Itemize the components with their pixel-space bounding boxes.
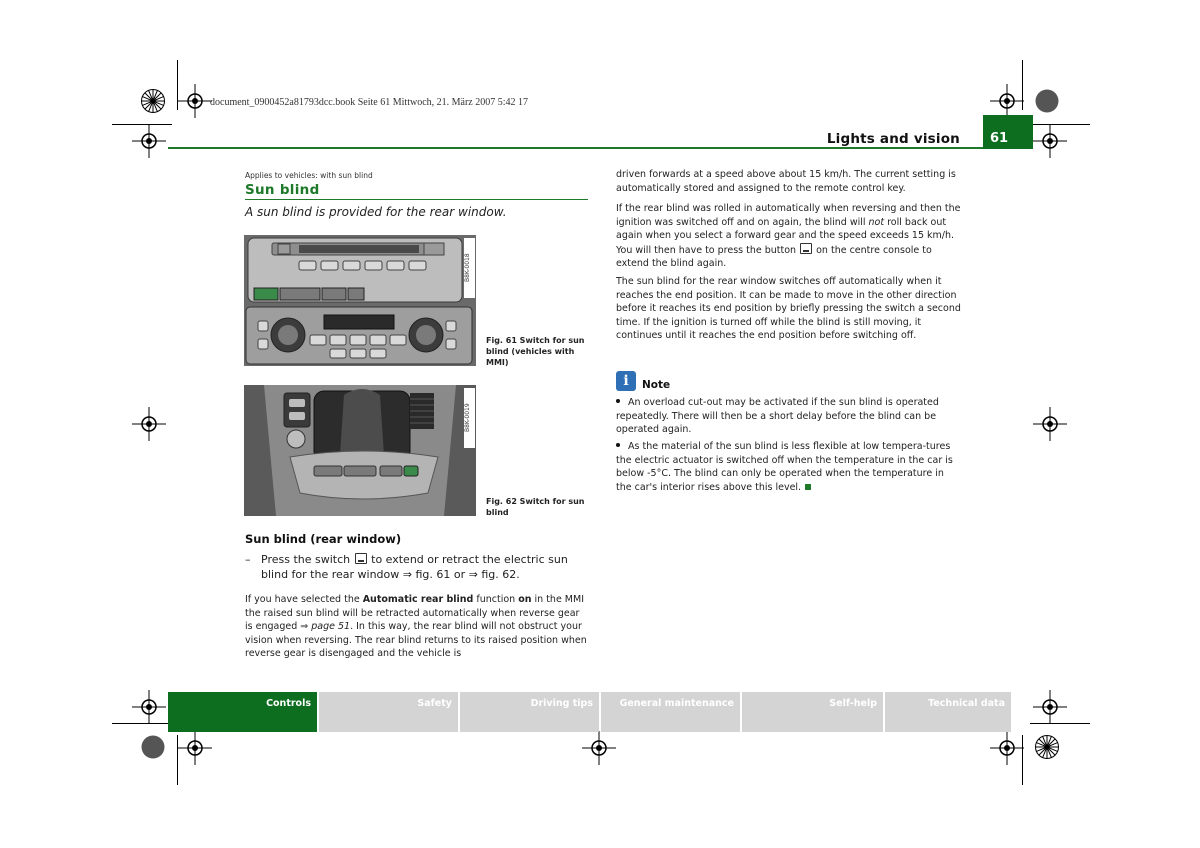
page-number: 61 [990,131,1009,146]
sun-blind-switch-icon [355,553,367,564]
sun-blind-button-icon [800,243,812,254]
subheading: Sun blind (rear window) [245,532,402,546]
para-italic-not: not [868,216,885,228]
tab-driving-tips[interactable] [460,692,599,732]
figure-61 [244,235,476,366]
registration-mark-icon [132,690,166,724]
registration-mark-icon [1033,690,1067,724]
gear-console-illustration [244,385,476,516]
step-dash: – [245,553,251,566]
registration-mark-icon [990,731,1024,765]
lead-text: A sun blind is provided for the rear window. [245,205,507,219]
registration-mark-icon [990,84,1024,118]
step-text-start: Press the switch [261,553,351,566]
para-text: If you have selected the [245,594,363,605]
right-paragraph-2 [616,202,961,271]
grey-target-icon [1035,89,1059,113]
center-console-mmi-illustration [244,235,476,366]
para-text: on the centre console to extend the blind again. [616,244,932,270]
automatic-blind-paragraph [245,593,590,661]
figure-61-caption: Fig. 61 Switch for sun blind (vehicles with MMI) [486,336,585,367]
para-bold-setting: Automatic rear blind [362,594,474,605]
figure-code: B8K-0018 [464,238,475,298]
file-info-line: document_0900452a81793dcc.book Seite 61 Mittwoch, 21. März 2007 5:42 17 [210,97,529,108]
note-text: As the material of the sun blind is less flexible at low tempera-tures the electric actuator is switched off when the temperature in the car is below -5°C. The blind can only be operated when the temperature in the car's interior rises above this level. [616,441,953,493]
registration-mark-icon [132,407,166,441]
tab-self-help[interactable] [742,692,883,732]
page-number-box [983,115,1033,149]
star-target-icon [1035,735,1059,759]
note-text: An overload cut-out may be activated if the sun blind is operated repeatedly. There will then be a short delay before the blind can be operated again. [616,397,939,436]
note-bullet-2 [616,440,961,494]
para-text: function [473,594,519,605]
section-rule [245,199,588,200]
registration-mark-icon [1033,124,1067,158]
tab-label: Self-help [829,698,877,709]
end-of-section-icon [805,484,811,490]
star-target-icon [141,89,165,113]
bullet-dot-icon [616,443,620,447]
figure-62-caption: Fig. 62 Switch for sun blind [486,497,585,517]
note-title: Note [642,379,671,391]
right-paragraph-1: driven forwards at a speed above about 15 km/h. The current setting is automatically stored and assigned to the remote control key. [616,169,956,194]
page-title: Lights and vision [826,131,960,147]
grey-target-icon [141,735,165,759]
bullet-dot-icon [616,399,620,403]
header-rule [168,147,983,149]
step-text-end: to extend or retract the electric sun blind for the rear window ⇒ fig. 61 or ⇒ fig. 62. [261,553,568,581]
page-reference-link[interactable]: page 51 [311,621,351,633]
para-text: . In this way, the rear blind will not obstruct your vision when reversing. The rear blind returns to its raised position when reverse gear is disengaged and the vehicle is [245,621,587,660]
tab-label: Safety [417,698,452,709]
para-text: roll back out again when you select a forward gear and the speed exceeds 15 km/h. You will then have to press the button [616,216,955,256]
section-title: Sun blind [245,182,320,198]
para-text: in the MMI the raised sun blind will be retracted automatically when reverse gear is engaged ⇒ [245,594,585,633]
tab-controls[interactable] [168,692,317,732]
figure-62 [244,385,476,516]
tab-label: General maintenance [619,698,734,709]
tab-safety[interactable] [319,692,458,732]
registration-mark-icon [582,731,616,765]
tab-label: Technical data [928,698,1005,709]
registration-mark-icon [178,84,212,118]
registration-mark-icon [178,731,212,765]
registration-mark-icon [1033,407,1067,441]
right-paragraph-3: The sun blind for the rear window switches off automatically when it reaches the end position. It can be made to move in the other direction before it reaches its end position by briefly pressing the switch a second time. If the ignition is turned off while the blind is still moving, it continues until it reaches the end position before switching off. [616,276,961,342]
tab-general-maintenance[interactable] [601,692,740,732]
figure-code: B8K-0019 [464,388,475,448]
para-bold-on: on [518,594,532,605]
applies-note: Applies to vehicles: with sun blind [245,171,373,180]
tab-label: Driving tips [530,698,593,709]
info-icon: i [616,371,636,391]
note-bullet-1 [616,396,961,437]
tab-technical-data[interactable] [885,692,1011,732]
instruction-step [245,552,590,582]
registration-mark-icon [132,124,166,158]
tab-label: Controls [266,698,311,709]
para-text: If the rear blind was rolled in automatically when reversing and then the ignition was switched off and on again, the blind will [616,203,961,228]
